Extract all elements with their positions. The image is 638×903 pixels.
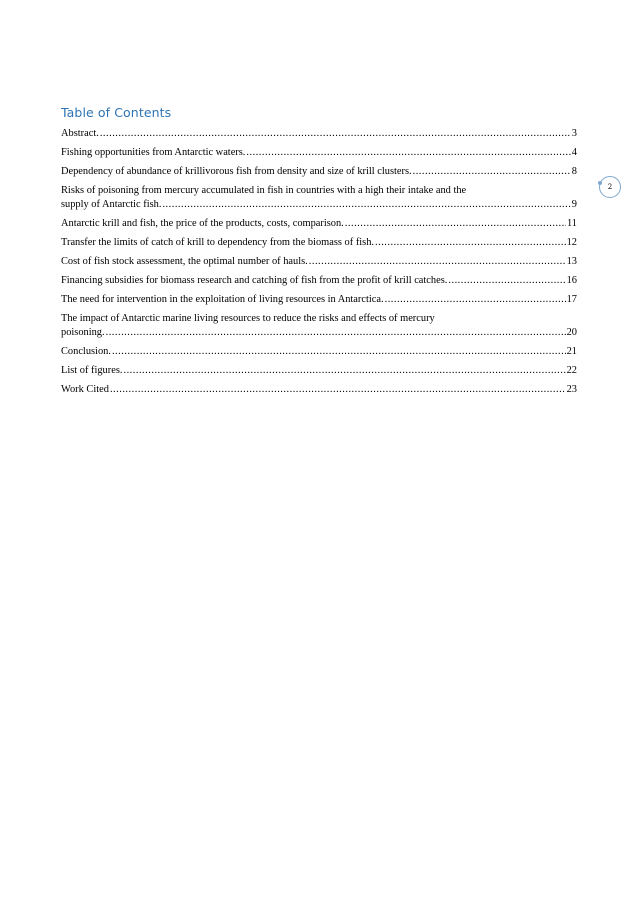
toc-entry-text-line1: Risks of poisoning from mercury accumulated in fish in countries with a high their intake and the (61, 185, 467, 197)
toc-entry-page: 22 (566, 365, 577, 377)
toc-entry-page: 17 (566, 294, 577, 306)
toc-entry-page: 16 (566, 275, 577, 287)
toc-entry-text: poisoning. (61, 326, 105, 338)
toc-leader-dots (448, 274, 565, 288)
toc-entry-abstract[interactable] (61, 127, 577, 141)
toc-entry-text: List of figures. (61, 365, 123, 377)
toc-entry-text: Financing subsidies for biomass research and catching of fish from the profit of krill catches. (61, 275, 448, 287)
toc-leader-dots (112, 345, 566, 359)
toc-entry-work-cited[interactable] (61, 383, 577, 397)
toc-leader-dots (100, 127, 571, 141)
toc-entry-text: Abstract. (61, 128, 99, 139)
toc-entry-text: Conclusion. (61, 345, 111, 357)
toc-entry-list-of-figures[interactable] (61, 364, 577, 378)
toc-entry-page: 13 (566, 256, 577, 268)
toc-entry-text: Antarctic krill and fish, the price of the products, costs, comparison. (61, 217, 344, 229)
toc-entry-text: The need for intervention in the exploitation of living resources in Antarctica. (61, 294, 384, 306)
toc-leader-dots (123, 364, 565, 378)
toc-entry-cost-of-assessment[interactable] (61, 255, 577, 269)
toc-entry-fishing-opportunities[interactable] (61, 146, 577, 160)
toc-entry-text: Work Cited (61, 384, 109, 396)
toc-entry-list (61, 127, 577, 397)
toc-entry-text: Fishing opportunities from Antarctic waters. (61, 147, 246, 159)
toc-entry-text-line1: The impact of Antarctic marine living resources to reduce the risks and effects of mercury (61, 313, 435, 325)
toc-entry-page: 3 (571, 128, 577, 139)
page-number: 2 (607, 183, 613, 191)
toc-leader-dots (413, 165, 571, 179)
toc-entry-need-for-intervention[interactable] (61, 293, 577, 307)
table-of-contents (61, 105, 577, 402)
toc-entry-krill-and-fish-price[interactable] (61, 217, 577, 231)
toc-leader-dots (162, 198, 570, 212)
toc-entry-page: 12 (566, 236, 577, 248)
toc-entry-transfer-limits[interactable] (61, 236, 577, 250)
toc-entry-page: 21 (566, 345, 577, 357)
toc-leader-dots (106, 326, 566, 340)
toc-leader-dots (309, 255, 566, 269)
toc-entry-page: 8 (571, 166, 577, 178)
toc-entry-text: Dependency of abundance of krillivorous fish from density and size of krill clusters. (61, 166, 412, 178)
toc-entry-financing-subsidies[interactable] (61, 274, 577, 288)
toc-entry-risks-of-poisoning[interactable] (61, 184, 577, 211)
toc-entry-conclusion[interactable] (61, 345, 577, 359)
toc-entry-text: supply of Antarctic fish. (61, 198, 162, 210)
toc-title: Table of Contents (61, 105, 172, 120)
toc-entry-page: 20 (566, 326, 577, 338)
toc-entry-page: 11 (566, 217, 577, 229)
toc-entry-text: Transfer the limits of catch of krill to dependency from the biomass of fish. (61, 236, 374, 248)
toc-leader-dots (345, 217, 566, 231)
toc-entry-impact-of-resources[interactable] (61, 312, 577, 339)
toc-entry-page: 4 (571, 147, 577, 159)
toc-entry-dependency-of-abundance[interactable] (61, 165, 577, 179)
toc-entry-page: 9 (571, 198, 577, 210)
toc-entry-page: 23 (566, 384, 577, 396)
toc-leader-dots (110, 383, 566, 397)
toc-leader-dots (246, 146, 570, 160)
toc-leader-dots (385, 293, 566, 307)
page-number-badge (599, 176, 621, 198)
toc-entry-text: Cost of fish stock assessment, the optimal number of hauls. (61, 256, 308, 268)
toc-leader-dots (375, 236, 566, 250)
